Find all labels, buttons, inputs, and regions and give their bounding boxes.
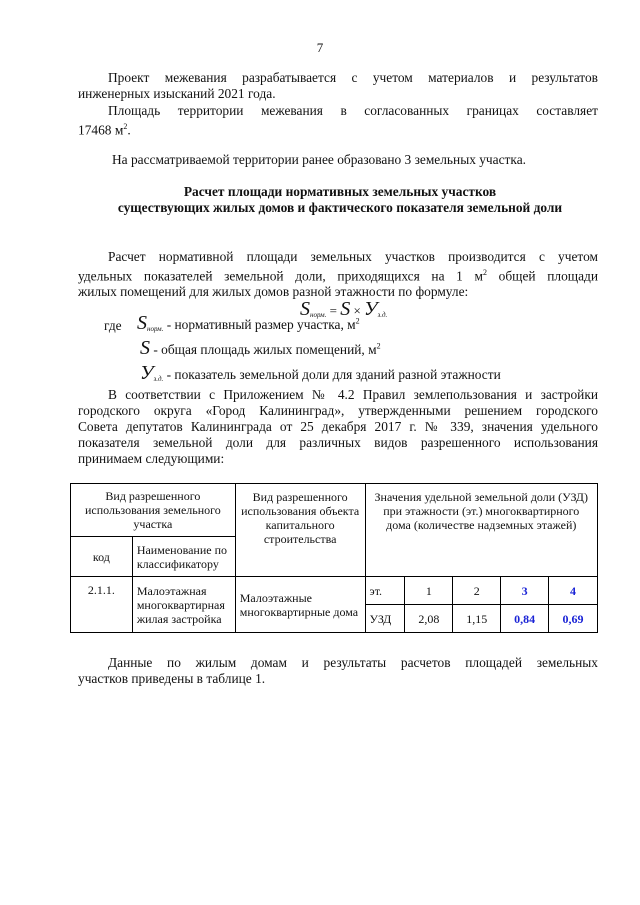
cell-floor-2: 2: [453, 577, 501, 605]
cell-floors-label: эт.: [365, 577, 405, 605]
legend-where: где: [104, 318, 122, 333]
cell-code: 2.1.1.: [71, 577, 133, 633]
section-heading: Расчет площади нормативных земельных участков существующих жилых домов и фактического показателя земельной доли: [117, 184, 563, 215]
cell-uzd-2: 1,15: [453, 605, 501, 633]
paragraph-area: Площадь территории межевания в согласованных границах составляет 17468 $м^2$.: [78, 103, 598, 138]
cell-uzd-1: 2,08: [405, 605, 453, 633]
paragraph-plots: На рассматриваемой территории ранее образовано 3 земельных участка.: [112, 152, 526, 167]
cell-object: Малоэтажные многоквартирные дома: [235, 577, 365, 633]
paragraph-calculation: Расчет нормативной площади земельных участков производится с учетом удельных показателей земельной доли, приходящихся на 1 $м^2$ общей площади жилых помещений для жилых домов разной этажности по формуле:: [78, 249, 598, 300]
cell-floor-1: 1: [405, 577, 453, 605]
cell-name: Малоэтажная многоквартирная жилая застройка: [132, 577, 235, 633]
paragraph-table-reference: Данные по жилым домам и результаты расчетов площадей земельных участков приведены в таблице 1.: [78, 655, 598, 686]
paragraph-materials: Проект межевания разрабатывается с учетом материалов и результатов инженерных изысканий 2021 года.: [78, 70, 598, 101]
header-land-use: Вид разрешенного использования земельного участка: [71, 484, 236, 537]
legend-item-total-area: S - общая площадь жилых помещений, $м^2$: [140, 337, 381, 359]
area-formula: $S_{норм.} = S \times У_{з.д.}$: [300, 298, 388, 320]
cell-uzd-label: УЗД: [365, 605, 405, 633]
header-uzd-values: Значения удельной земельной доли (УЗД) при этажности (эт.) многоквартирного дома (количестве надземных этажей): [365, 484, 597, 577]
legend-item-share: $У_{з.д.}$ - показатель земельной доли для зданий разной этажности: [140, 362, 501, 384]
header-name: Наименование по классификатору: [132, 537, 235, 577]
cell-uzd-4: 0,69: [549, 605, 598, 633]
header-object-use: Вид разрешенного использования объекта капитального строительства: [235, 484, 365, 577]
page-number: 7: [316, 40, 324, 55]
paragraph-regulations: В соответствии с Приложением № 4.2 Правил землепользования и застройки городского округа «Город Калининград», утвержденными решением городского Совета депутатов Калининграда от 25 декабря 2017 г. № 339, значения удельного показателя земельной доли для различных видов разрешенного использования принимаем следующими:: [78, 387, 598, 466]
header-code: код: [71, 537, 133, 577]
cell-floor-4: 4: [549, 577, 598, 605]
cell-floor-3: 3: [501, 577, 549, 605]
cell-uzd-3: 0,84: [501, 605, 549, 633]
legend-item-norm-area: $S_{норм.}$ - нормативный размер участка, $м^2$: [137, 312, 360, 334]
land-share-table: [70, 483, 598, 633]
